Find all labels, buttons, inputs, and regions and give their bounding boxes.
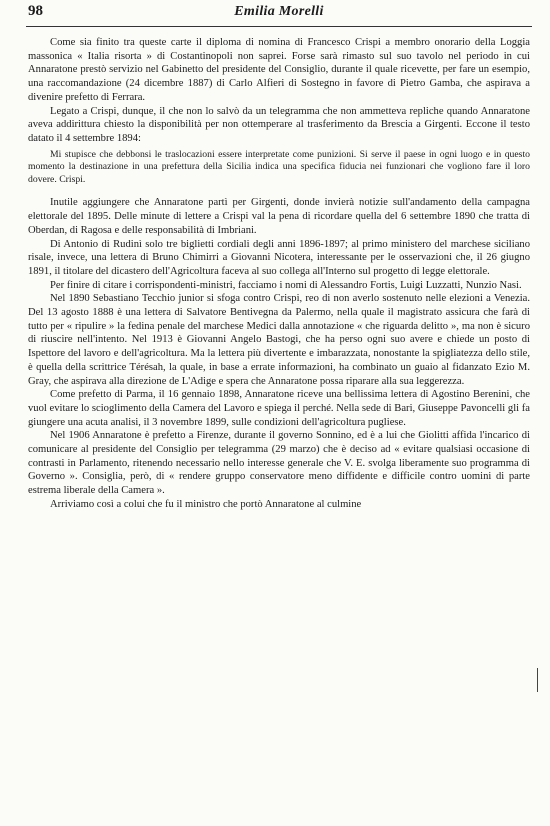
paragraph: Come prefetto di Parma, il 16 gennaio 1898, Annaratone riceve una bellissima lettera di Agostino Berenini, che vuol evitare lo scioglimento della Camera del Lavoro e spiega il perché. Nella sede di Bari, Giuseppe Pavoncelli gli fa giungere una acuta analisi, il 3 novembre 1899, sulle condizioni dell'agricoltura pugliese.	[28, 389, 530, 428]
block-quote: Mi stupisce che debbonsi le traslocazioni essere interpretate come punizioni. Si serve il paese in ogni luogo e in questo momento la destinazione in una prefettura della Sicilia indica una specifica fiducia nei funzionari che vogliono fare il loro dovere. Crispi.	[28, 148, 530, 185]
paragraph: Nel 1890 Sebastiano Tecchio junior si sfoga contro Crispi, reo di non averlo sostenuto nelle elezioni a Venezia. Del 13 agosto 1888 è una lettera di Salvatore Bentivegna da Palermo, nella quale il magistrato assicura che farà di tutto per « ripulire » la fedina penale del marchese Medici dalla annotazione « che riguarda delitto », ma non è sicuro di riuscire nell'intento. Nel 1913 è Giovanni Angelo Bastogi, che ha perso ogni suo avere e chiede un posto di Ispettore del lavoro e dell'agricoltura. Ma la lettera più divertente e imbarazzata, nonostante la spigliatezza dello stile, è quella della scrittrice Térésah, la quale, in base a errate informazioni, ha combinato un guaio al fidanzato Ezio M. Gray, che aspirava alla direzione de L'Adige e spera che Annaratone possa riparare alla sua leggerezza.	[28, 293, 530, 387]
paragraph: Arriviamo così a colui che fu il ministro che portò Annaratone al culmine	[50, 498, 362, 510]
running-title: Emilia Morelli	[234, 4, 324, 19]
paragraph: Come sia finito tra queste carte il diploma di nomina di Francesco Crispi a membro onorario della Loggia massonica « Italia risorta » di Costantinopoli non saprei. Forse sarà rimasto sul suo tavolo nel periodo in cui Annaratone prestò servizio nel Gabinetto del presidente del Consiglio, durante il quale ricevette, per fare un esempio, una raccomandazione (24 dicembre 1887) di Carlo Alfieri di Sostegno in favore di Pietro Gamba, che aspirava a divenire prefetto di Ferrara.	[28, 37, 530, 103]
paragraph: Legato a Crispi, dunque, il che non lo salvò da un telegramma che non ammetteva repliche quando Annaratone aveva addirittura chiesto la disponibilità per non ottemperare al trasferimento da Brescia a Girgenti. Eccone il testo datato il 4 settembre 1894:	[28, 105, 530, 144]
paragraph: Per finire di citare i corrispondenti-ministri, facciamo i nomi di Alessandro Fortis, Luigi Luzzatti, Nunzio Nasi.	[50, 279, 522, 291]
page-number: 98	[28, 3, 43, 19]
page-header	[26, 2, 532, 27]
margin-mark	[537, 668, 538, 692]
paragraph: Di Antonio di Rudinì solo tre biglietti cordiali degli anni 1896-1897; al primo ministero del marchese siciliano risale, invece, una lettera di Bruno Chimirri a Giovanni Nicotera, interessante per le osservazioni che, il 26 giugno 1891, il titolare del dicastero dell'Agricoltura faceva al suo collega all'Interno sul progetto di legge elettorale.	[28, 238, 530, 277]
body-text	[28, 36, 530, 512]
paragraph: Inutile aggiungere che Annaratone partì per Girgenti, donde invierà notizie sull'andamento della campagna elettorale del 1895. Delle minute di lettere a Crispi val la pena di ricordare quella del 6 settembre 1890 che tratta di Oberdan, di Ragosa e delle responsabilità di Imbriani.	[28, 197, 530, 236]
paragraph: Nel 1906 Annaratone è prefetto a Firenze, durante il governo Sonnino, ed è a lui che Giolitti affida l'incarico di comunicare al presidente del Consiglio per telegramma (29 marzo) che è deciso ad « evitare qualsiasi occasione di contrasti in Parlamento, ritenendo necessario nello interesse generale che V. E. svolga liberamente suo programma di Governo ». Consiglia, però, di « rendere gruppo conservatore meno diffidente e difficile contro uomini di parte estrema liberale della Camera ».	[28, 430, 530, 497]
